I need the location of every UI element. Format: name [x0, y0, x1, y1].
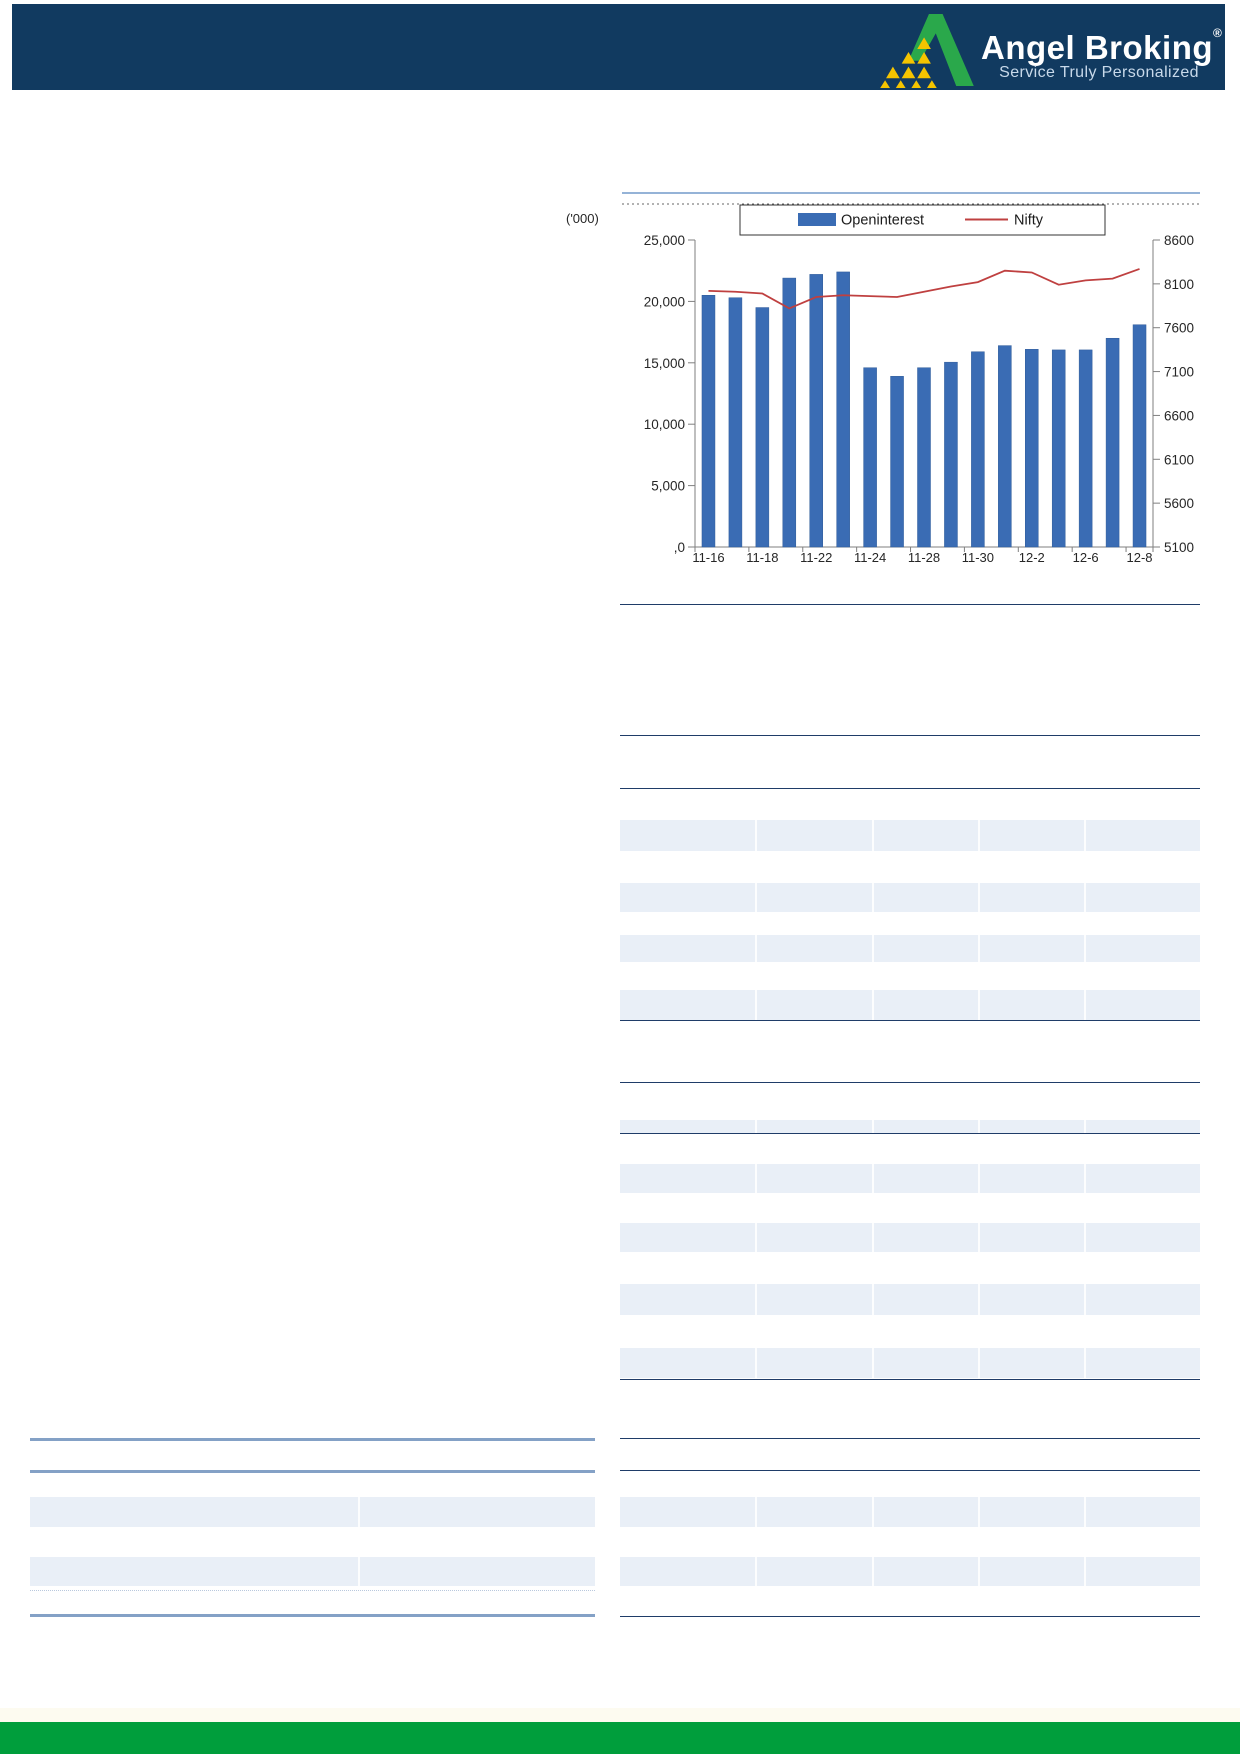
x-axis-label: 11-16 — [692, 550, 725, 565]
column-divider — [755, 935, 757, 962]
x-axis-label: 11-30 — [961, 550, 995, 565]
legend-nifty-label: Nifty — [1014, 212, 1043, 229]
open-interest-bar — [1079, 350, 1092, 547]
x-axis-label: 12-6 — [1072, 550, 1099, 565]
right-axis-label: 5100 — [1164, 540, 1195, 555]
column-divider — [872, 935, 874, 962]
column-divider — [755, 1497, 757, 1527]
table-row-stripe — [30, 1497, 595, 1527]
x-axis-label: 11-22 — [800, 550, 833, 565]
table-row-stripe — [620, 990, 1200, 1020]
table-rule — [620, 1379, 1200, 1380]
footer-cream-strip — [0, 1708, 1240, 1722]
open-interest-bar — [837, 272, 850, 547]
table-row-stripe — [620, 820, 1200, 851]
brand-name — [981, 26, 1222, 67]
table-rule — [620, 1438, 1200, 1439]
column-divider — [978, 1164, 980, 1193]
column-divider — [755, 1557, 757, 1586]
table-rule — [620, 604, 1200, 605]
table-row-stripe — [620, 1164, 1200, 1193]
open-interest-bar — [1052, 350, 1065, 547]
table-rule — [620, 1470, 1200, 1471]
column-divider — [872, 1164, 874, 1193]
right-axis-label: 8600 — [1164, 233, 1195, 248]
table-rule — [620, 1133, 1200, 1134]
open-interest-bar — [918, 368, 931, 547]
table-row-stripe — [30, 1557, 595, 1586]
table-rule — [620, 735, 1200, 736]
column-divider — [872, 883, 874, 912]
table-rule — [30, 1438, 595, 1441]
column-divider — [755, 883, 757, 912]
column-divider — [1084, 820, 1086, 851]
table-rule — [620, 1082, 1200, 1083]
column-divider — [978, 1557, 980, 1586]
table-rule — [30, 1614, 595, 1617]
left-axis-label: ,0 — [673, 540, 685, 555]
column-divider — [978, 1348, 980, 1378]
left-axis-label: 15,000 — [643, 355, 685, 371]
table-rule — [620, 1616, 1200, 1617]
column-divider — [978, 1497, 980, 1527]
right-axis-label: 8100 — [1164, 276, 1195, 292]
right-axis-label: 6600 — [1164, 408, 1195, 424]
open-interest-bar — [1133, 325, 1146, 547]
column-divider — [755, 1348, 757, 1378]
open-interest-bar — [756, 308, 769, 547]
footer-accent-bar — [0, 1722, 1240, 1754]
column-divider — [872, 1120, 874, 1133]
table-row-stripe — [620, 1497, 1200, 1527]
left-axis-label: 20,000 — [643, 294, 685, 310]
column-divider — [1084, 990, 1086, 1020]
table-row-stripe — [620, 883, 1200, 912]
table-row-stripe — [620, 935, 1200, 962]
column-divider — [1084, 1348, 1086, 1378]
open-interest-bar — [864, 368, 877, 547]
open-interest-bar — [729, 298, 742, 547]
dotted-row-rule — [30, 1590, 595, 1591]
table-rule — [30, 1470, 595, 1473]
column-divider — [872, 820, 874, 851]
column-divider — [872, 1497, 874, 1527]
column-divider — [755, 990, 757, 1020]
column-divider — [755, 1164, 757, 1193]
open-interest-bar — [1025, 349, 1038, 547]
column-divider — [1084, 1284, 1086, 1315]
open-interest-bar — [810, 274, 823, 547]
left-axis-label: 25,000 — [643, 233, 685, 248]
column-divider — [1084, 935, 1086, 962]
chart-unit-label: ('000) — [566, 211, 599, 226]
right-axis-label: 6100 — [1164, 452, 1195, 468]
open-interest-bar — [944, 362, 957, 547]
legend-openinterest-swatch — [798, 213, 836, 226]
open-interest-bar — [783, 278, 796, 547]
open-interest-bar — [702, 295, 715, 547]
column-divider — [1084, 1223, 1086, 1252]
right-axis-label: 7600 — [1164, 320, 1195, 336]
column-divider — [872, 990, 874, 1020]
table-row-stripe — [620, 1284, 1200, 1315]
legend-openinterest-label: Openinterest — [841, 212, 925, 229]
column-divider — [1084, 1120, 1086, 1133]
column-divider — [872, 1557, 874, 1586]
column-divider — [872, 1223, 874, 1252]
table-row-stripe — [620, 1348, 1200, 1378]
column-divider — [978, 990, 980, 1020]
angel-broking-logo — [877, 10, 1223, 88]
column-divider — [978, 1223, 980, 1252]
column-divider — [755, 820, 757, 851]
table-rule — [620, 1020, 1200, 1021]
open-interest-bar — [891, 376, 904, 547]
column-divider — [1084, 1557, 1086, 1586]
table-rule — [620, 788, 1200, 789]
open-interest-bar — [971, 352, 984, 547]
column-divider — [978, 935, 980, 962]
column-divider — [358, 1557, 360, 1586]
column-divider — [978, 820, 980, 851]
open-interest-bar — [1106, 338, 1119, 547]
right-axis-label: 7100 — [1164, 364, 1195, 380]
table-row-stripe — [620, 1557, 1200, 1586]
column-divider — [755, 1284, 757, 1315]
open-interest-nifty-chart — [560, 185, 1210, 605]
open-interest-bar — [998, 346, 1011, 547]
x-axis-label: 12-8 — [1126, 550, 1153, 565]
column-divider — [978, 1120, 980, 1133]
x-axis-label: 11-18 — [746, 550, 779, 565]
x-axis-label: 12-2 — [1018, 550, 1045, 565]
table-row-stripe — [620, 1223, 1200, 1252]
registered-mark: ® — [1213, 26, 1223, 40]
column-divider — [872, 1284, 874, 1315]
nifty-line — [708, 269, 1139, 308]
angel-pyramid-logo-icon — [877, 12, 977, 88]
right-axis-label: 5600 — [1164, 496, 1195, 512]
brand-tagline: Service Truly Personalized — [999, 64, 1199, 81]
brand-name-text: Angel Broking — [981, 29, 1214, 66]
x-axis-label: 11-24 — [853, 550, 887, 565]
column-divider — [358, 1497, 360, 1527]
x-axis-label: 11-28 — [907, 550, 941, 565]
left-axis-label: 5,000 — [651, 478, 685, 494]
left-axis-label: 10,000 — [643, 417, 685, 433]
table-row-stripe — [620, 1120, 1200, 1133]
column-divider — [978, 883, 980, 912]
column-divider — [978, 1284, 980, 1315]
column-divider — [755, 1120, 757, 1133]
column-divider — [1084, 883, 1086, 912]
header-bar — [12, 4, 1225, 90]
column-divider — [755, 1223, 757, 1252]
column-divider — [1084, 1164, 1086, 1193]
column-divider — [872, 1348, 874, 1378]
column-divider — [1084, 1497, 1086, 1527]
